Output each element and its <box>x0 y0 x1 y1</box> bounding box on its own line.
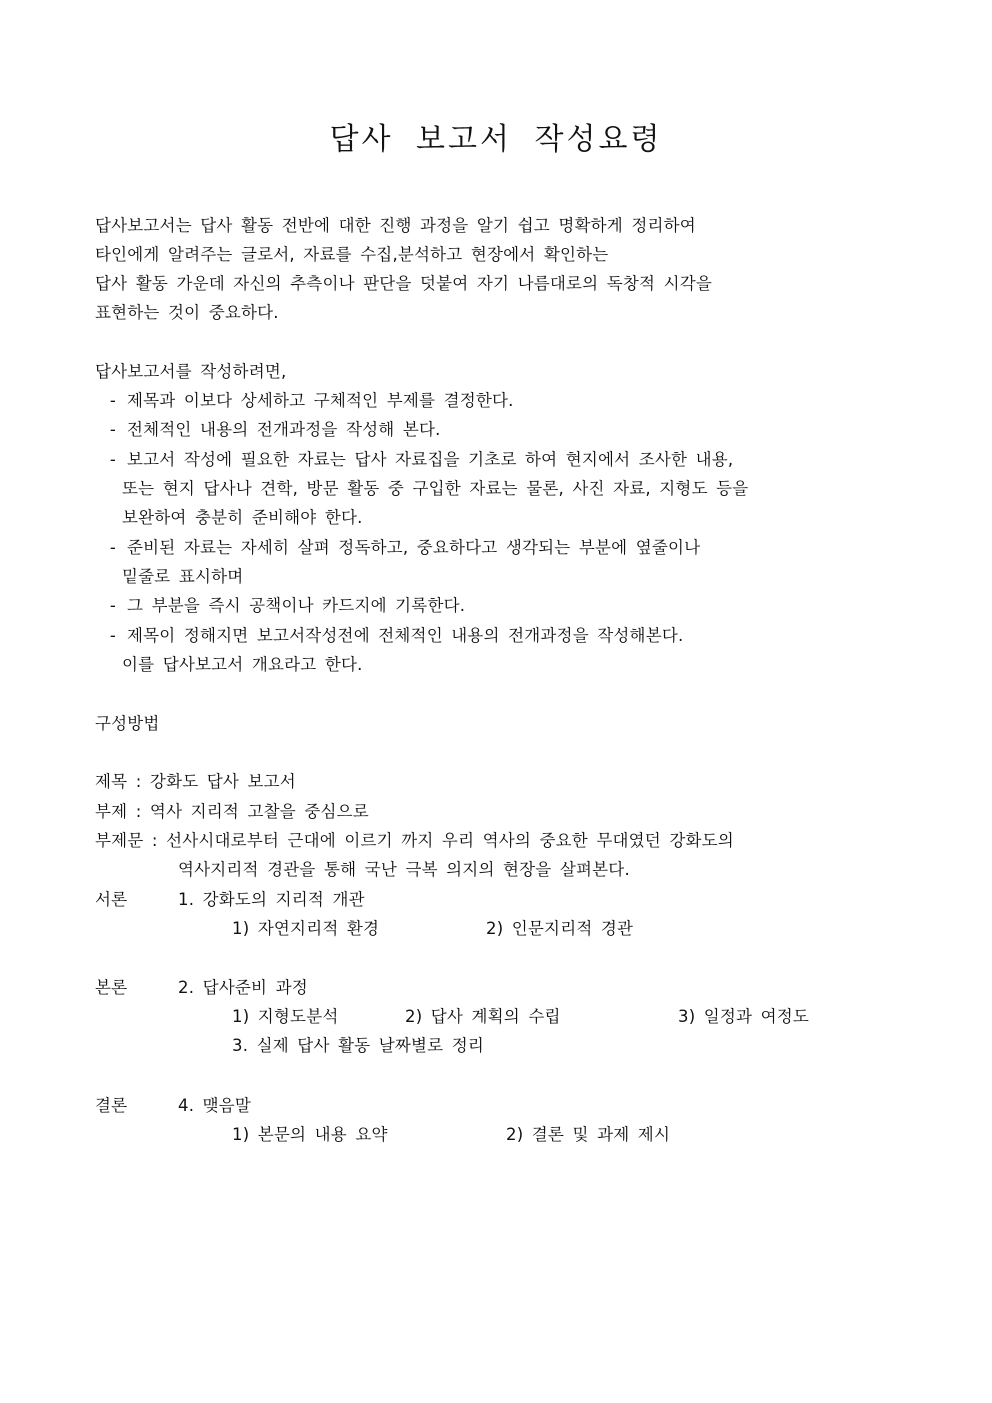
section-label-conclusion: 결론 <box>95 1096 128 1115</box>
step-text: 제목이 정해지면 보고서작성전에 전체적인 내용의 전개과정을 작성해본다. <box>127 626 684 645</box>
steps-intro: 답사보고서를 작성하려면, <box>95 362 287 381</box>
intro-line: 타인에게 알려주는 글로서, 자료를 수집,분석하고 현장에서 확인하는 <box>95 245 609 264</box>
structure-heading: 구성방법 <box>95 714 160 733</box>
outline-subitem: 2) 인문지리적 경관 <box>486 919 634 938</box>
step-text: 준비된 자료는 자세히 살펴 정독하고, 중요하다고 생각되는 부분에 옆줄이나 <box>127 538 701 557</box>
step-text: 제목과 이보다 상세하고 구체적인 부제를 결정한다. <box>127 391 514 410</box>
step-text: 그 부분을 즉시 공책이나 카드지에 기록한다. <box>127 596 466 615</box>
structure-subtitle-line: 부제 : 역사 지리적 고찰을 중심으로 <box>95 802 369 821</box>
section-label-body: 본론 <box>95 978 128 997</box>
intro-line: 답사 활동 가운데 자신의 추측이나 판단을 덧붙여 자기 나름대로의 독창적 시각을 <box>95 274 713 293</box>
intro-line: 표현하는 것이 중요하다. <box>95 303 279 322</box>
outline-subitem: 1) 지형도분석 <box>232 1007 339 1026</box>
outline-item: 1. 강화도의 지리적 개관 <box>178 890 365 909</box>
outline-item: 4. 맺음말 <box>178 1096 252 1115</box>
dash-marker: - <box>109 626 117 645</box>
step-item <box>95 625 683 647</box>
intro-line: 답사보고서는 답사 활동 전반에 대한 진행 과정을 알기 쉽고 명확하게 정리하여 <box>95 216 696 235</box>
step-continuation: 또는 현지 답사나 견학, 방문 활동 중 구입한 자료는 물론, 사진 자료, 지형도 등을 <box>122 479 749 498</box>
step-item <box>95 419 441 441</box>
step-continuation: 보완하여 충분히 준비해야 한다. <box>122 508 363 527</box>
dash-marker: - <box>109 420 117 439</box>
dash-marker: - <box>109 596 117 615</box>
document-title: 답사 보고서 작성요령 <box>329 122 663 157</box>
outline-subitem: 3) 일정과 여정도 <box>678 1007 810 1026</box>
outline-item: 3. 실제 답사 활동 날짜별로 정리 <box>232 1036 485 1055</box>
dash-marker: - <box>109 538 117 557</box>
structure-subtext-line: 부제문 : 선사시대로부터 근대에 이르기 까지 우리 역사의 중요한 무대였던 강화도의 <box>95 831 734 850</box>
dash-marker: - <box>109 450 117 469</box>
section-label-intro: 서론 <box>95 890 128 909</box>
outline-item: 2. 답사준비 과정 <box>178 978 308 997</box>
structure-subtext-line: 역사지리적 경관을 통해 국난 극복 의지의 현장을 살펴본다. <box>178 860 630 879</box>
step-text: 전체적인 내용의 전개과정을 작성해 본다. <box>127 420 441 439</box>
dash-marker: - <box>109 391 117 410</box>
outline-subitem: 2) 답사 계획의 수립 <box>405 1007 561 1026</box>
step-text: 보고서 작성에 필요한 자료는 답사 자료집을 기초로 하여 현지에서 조사한 내용, <box>127 450 734 469</box>
outline-subitem: 2) 결론 및 과제 제시 <box>506 1125 671 1144</box>
outline-subitem: 1) 자연지리적 환경 <box>232 919 380 938</box>
structure-title-line: 제목 : 강화도 답사 보고서 <box>95 772 296 791</box>
step-continuation: 밑줄로 표시하며 <box>122 567 244 586</box>
step-item <box>95 390 514 412</box>
step-item <box>95 595 465 617</box>
step-item <box>95 537 700 559</box>
outline-subitem: 1) 본문의 내용 요약 <box>232 1125 388 1144</box>
step-item <box>95 449 733 471</box>
step-continuation: 이를 답사보고서 개요라고 한다. <box>122 655 363 674</box>
